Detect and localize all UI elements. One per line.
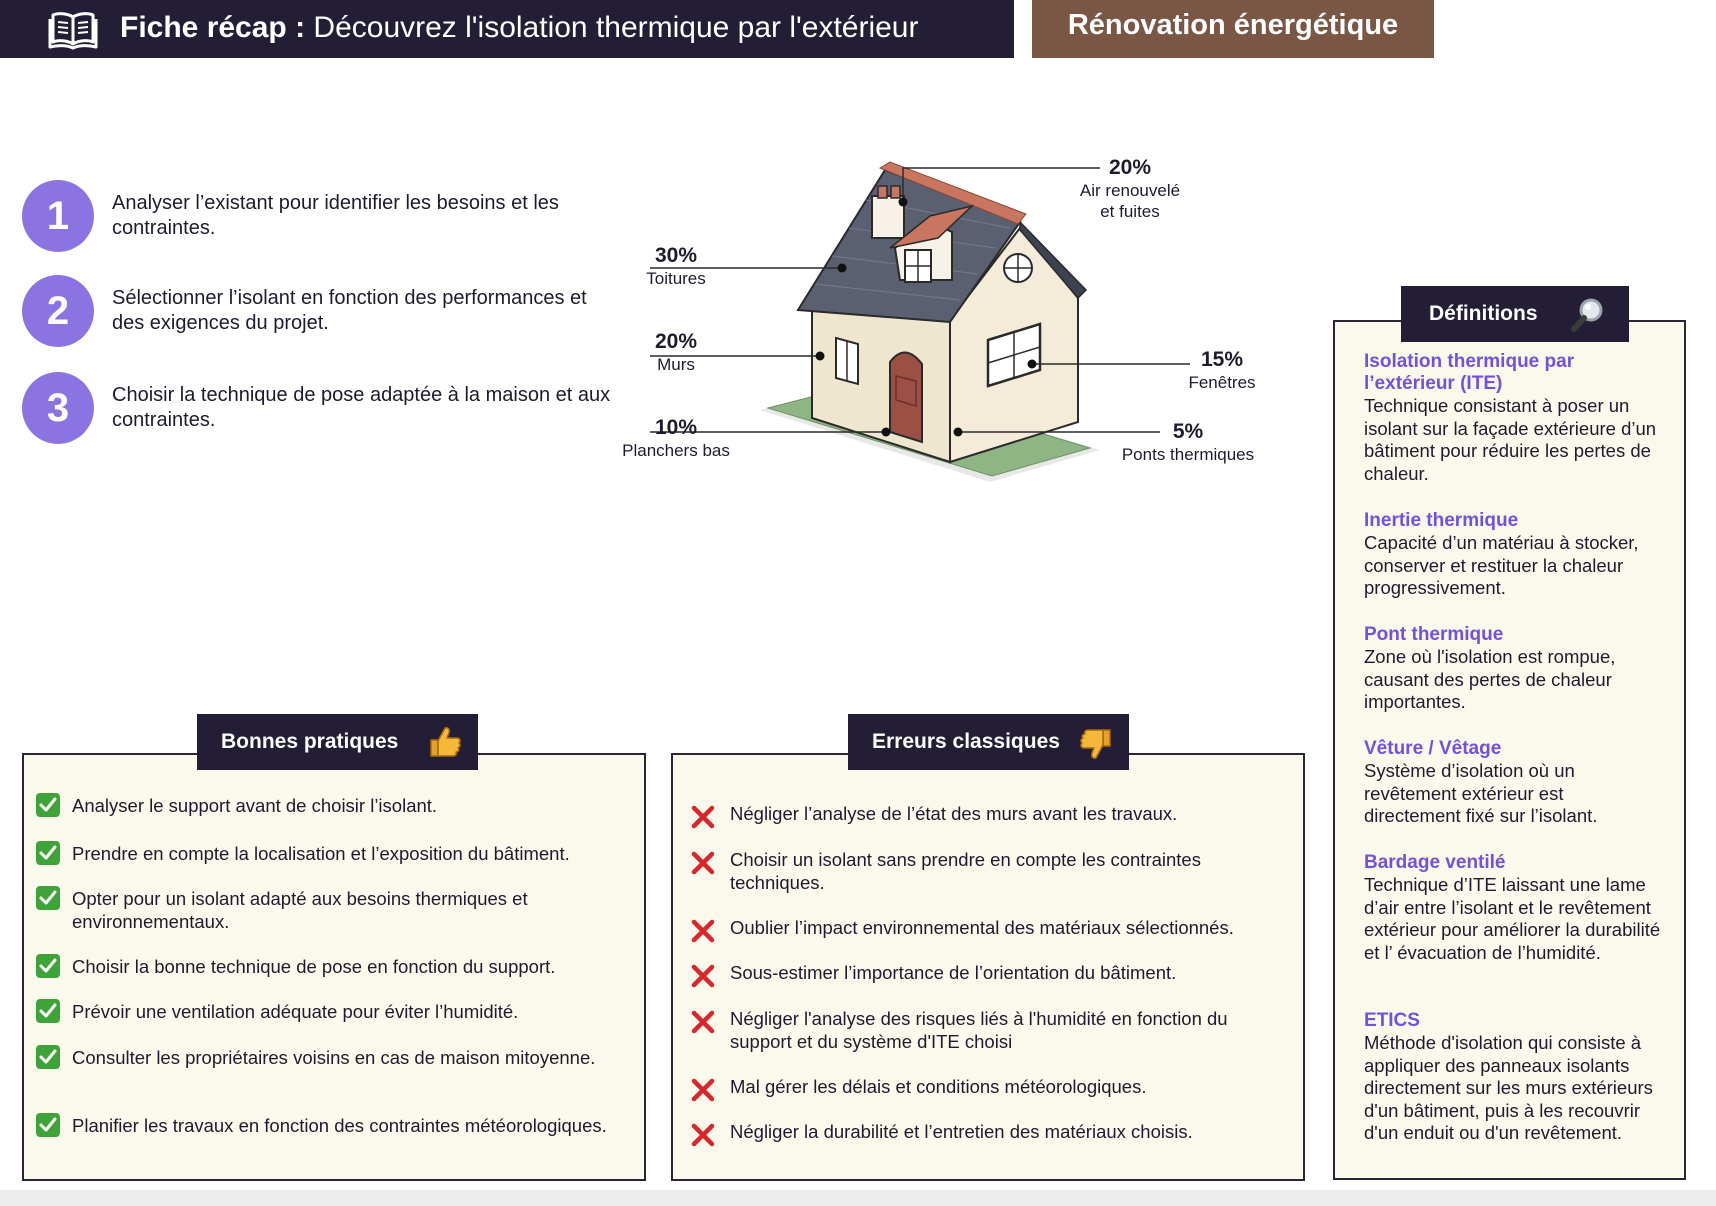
cross-icon (690, 1077, 716, 1103)
step-text: Choisir la technique de pose adaptée à la maison et aux contraintes. (112, 384, 611, 431)
bonne-pratique-item: Prévoir une ventilation adéquate pour éviter l’humidité. (36, 1000, 636, 1023)
magnifier-icon (1569, 296, 1607, 334)
thumbs-down-icon (1078, 726, 1114, 762)
definition-desc: Méthode d'isolation qui consiste à appliquer des panneaux isolants directement sur les murs extérieurs d'un bâtiment, puis à les recouvrir d'un enduit ou d'un revêtement. (1364, 1032, 1653, 1143)
definition-item (1364, 510, 1664, 600)
cross-icon (690, 804, 716, 830)
stat-ponts-thermiques: 5% Ponts thermiques (1121, 420, 1255, 464)
cross-icon (690, 850, 716, 876)
step-number: 2 (22, 275, 94, 347)
cross-icon (690, 918, 716, 944)
definition-desc: Technique consistant à poser un isolant sur la façade extérieure d’un bâtiment pour réduire les pertes de chaleur. (1364, 395, 1657, 484)
definition-item (1364, 738, 1664, 828)
bonne-pratique-item: Opter pour un isolant adapté aux besoins thermiques et environnementaux. (36, 887, 636, 933)
erreur-item: Oublier l’impact environnemental des matériaux sélectionnés. (690, 916, 1290, 944)
check-icon (36, 1045, 60, 1069)
erreur-item: Mal gérer les délais et conditions météorologiques. (690, 1075, 1290, 1103)
check-icon (36, 999, 60, 1023)
step-text: Sélectionner l’isolant en fonction des performances et des exigences du projet. (112, 287, 587, 334)
stat-air-renouvele: 20% Air renouvelé et fuites (1079, 156, 1181, 221)
definition-term: ETICS (1364, 1010, 1420, 1031)
stat-toitures: 30% Toitures (646, 244, 706, 288)
bonne-pratique-item: Prendre en compte la localisation et l’exposition du bâtiment. (36, 842, 636, 865)
erreur-item: Négliger l’analyse de l’état des murs avant les travaux. (690, 802, 1290, 830)
definition-item (1364, 852, 1664, 964)
check-icon (36, 793, 60, 817)
definition-term: Inertie thermique (1364, 510, 1519, 531)
bonne-pratique-item: Analyser le support avant de choisir l’isolant. (36, 794, 636, 817)
check-icon (36, 1113, 60, 1137)
stat-murs: 20% Murs (654, 330, 698, 374)
definition-term: Isolation thermique par l’extérieur (ITE) (1364, 351, 1575, 394)
definition-desc: Zone où l'isolation est rompue, causant des pertes de chaleur importantes. (1364, 646, 1616, 712)
bonnes-pratiques-title: Bonnes pratiques (197, 714, 478, 770)
definition-term: Bardage ventilé (1364, 852, 1506, 873)
definition-desc: Capacité d’un matériau à stocker, conserver et restituer la chaleur progressivement. (1364, 532, 1639, 598)
definitions-title: Définitions (1401, 286, 1629, 342)
stat-fenetres: 15% Fenêtres (1188, 348, 1256, 392)
definition-item (1364, 624, 1664, 714)
page-title: Fiche récap : Découvrez l'isolation thermique par l'extérieur (120, 11, 919, 44)
cross-icon (690, 963, 716, 989)
bonne-pratique-item: Choisir la bonne technique de pose en fonction du support. (36, 955, 636, 978)
definition-item (1364, 351, 1664, 485)
thumbs-up-icon (427, 724, 463, 760)
page-bottom-strip (0, 1190, 1716, 1206)
erreur-item: Négliger l'analyse des risques liés à l'humidité en fonction du support et du système d'ITE choisi (690, 1007, 1290, 1053)
bonne-pratique-item: Consulter les propriétaires voisins en cas de maison mitoyenne. (36, 1046, 636, 1069)
definition-term: Pont thermique (1364, 624, 1504, 645)
check-icon (36, 841, 60, 865)
step-number: 1 (22, 180, 94, 252)
header-bar (0, 0, 1014, 58)
check-icon (36, 886, 60, 910)
bonne-pratique-item: Planifier les travaux en fonction des contraintes météorologiques. (36, 1114, 636, 1137)
erreur-item: Sous-estimer l’importance de l’orientation du bâtiment. (690, 961, 1290, 989)
erreur-item: Choisir un isolant sans prendre en compte les contraintes techniques. (690, 848, 1290, 894)
erreur-item: Négliger la durabilité et l’entretien des matériaux choisis. (690, 1120, 1290, 1148)
step-number: 3 (22, 372, 94, 444)
step-1 (22, 180, 622, 254)
step-3 (22, 372, 622, 446)
stat-planchers-bas: 10% Planchers bas (622, 416, 730, 460)
definition-term: Vêture / Vêtage (1364, 738, 1502, 759)
cross-icon (690, 1009, 716, 1035)
check-icon (36, 954, 60, 978)
category-tag: Rénovation énergétique (1032, 0, 1434, 58)
step-2 (22, 275, 622, 349)
definition-item (1364, 1010, 1664, 1145)
definition-desc: Système d’isolation où un revêtement extérieur est directement fixé sur l’isolant. (1364, 760, 1598, 826)
cross-icon (690, 1122, 716, 1148)
book-icon (48, 8, 98, 50)
definition-desc: Technique d’ITE laissant une lame d’air entre l’isolant et le revêtement extérieur pour améliorer la durabilité et l’ évacuation de l’humidité. (1364, 874, 1661, 963)
step-text: Analyser l’existant pour identifier les besoins et les contraintes. (112, 192, 559, 239)
erreurs-classiques-title: Erreurs classiques (848, 714, 1129, 770)
